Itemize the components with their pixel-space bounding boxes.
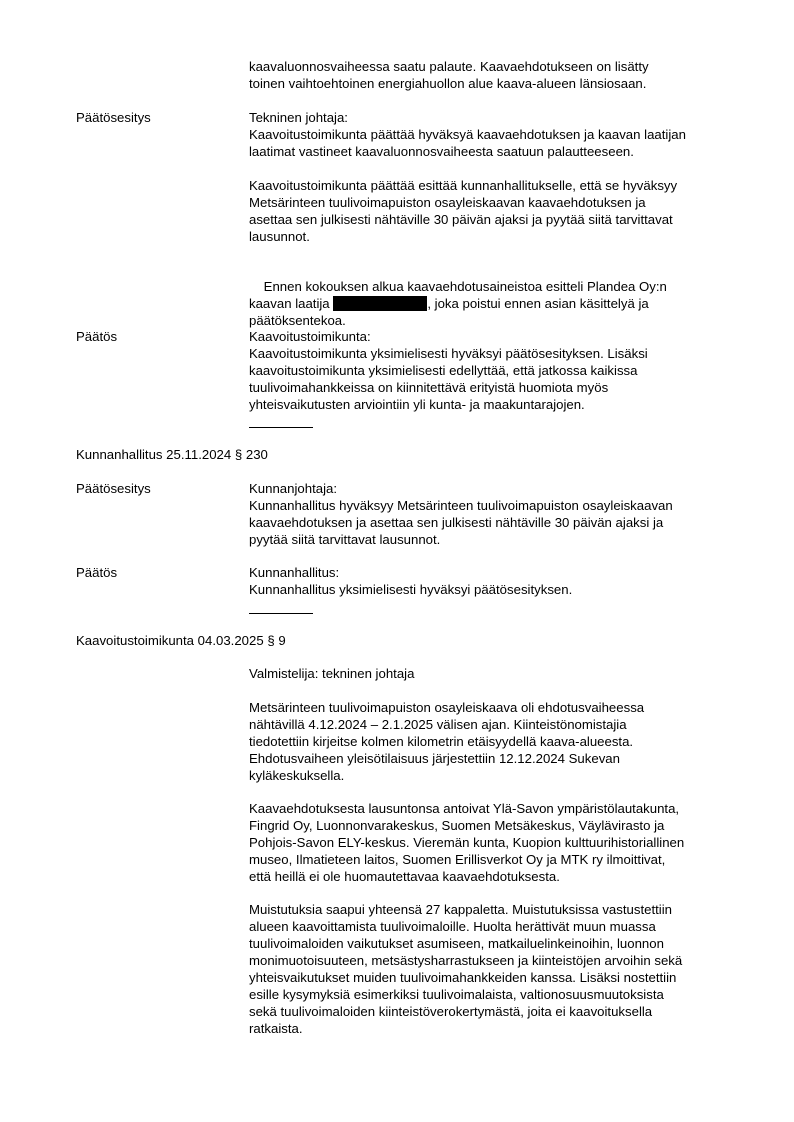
presentation-line: Ennen kokouksen alkua kaavaehdotusaineistoa esitteli Plandea Oy:n <box>263 279 667 294</box>
section-divider <box>249 427 313 428</box>
section-heading: Kunnanhallitus 25.11.2024 § 230 <box>76 447 268 462</box>
proposal-role: Tekninen johtaja: <box>249 110 348 125</box>
decision-role: Kunnanhallitus: <box>249 565 340 580</box>
decision-paragraph: Kaavoitustoimikunta yksimielisesti hyväksyi päätösesityksen. Lisäksi kaavoitustoimikunta yksimielisesti edellyttää, että jatkossa kaikissa tuulivoimahankkeissa on kiinnitettävä erityistä huomiota myös yhteisvaikutusten arviointiin yli kunta- ja maakuntarajojen. <box>249 346 648 412</box>
proposal-label: Päätösesitys <box>76 481 151 496</box>
presentation-line: päätöksentekoa. <box>249 313 346 328</box>
section-heading: Kaavoitustoimikunta 04.03.2025 § 9 <box>76 633 286 648</box>
presentation-line: , joka poistui ennen asian käsittelyä ja <box>427 296 649 311</box>
section-divider <box>249 613 313 614</box>
decision-label: Päätös <box>76 329 118 344</box>
decision-paragraph: Kunnanhallitus yksimielisesti hyväksyi päätösesityksen. <box>249 582 573 597</box>
body-paragraph: Kaavaehdotuksesta lausuntonsa antoivat Ylä-Savon ympäristölautakunta, Fingrid Oy, Luonnonvarakeskus, Suomen Metsäkeskus, Väylävirasto ja Pohjois-Savon ELY-keskus. Vieremän kunta, Kuopion kulttuurihistoriallinen museo, Ilmatieteen laitos, Suomen Erillisverkot Oy ja MTK ry ilmoittivat, että heillä ei ole huomautettavaa kaavaehdotuksesta. <box>249 801 685 884</box>
presentation-line: kaavan laatija <box>249 296 334 311</box>
decision-role: Kaavoitustoimikunta: <box>249 329 371 344</box>
proposal-paragraph: Kaavoitustoimikunta päättää esittää kunnanhallitukselle, että se hyväksyy Metsärinteen tuulivoimapuiston osayleiskaavan kaavaehdotuksen ja asettaa sen julkisesti nähtäville 30 päivän ajaksi ja pyytää siitä tarvittavat lausunnot. <box>249 178 678 244</box>
body-paragraph: Metsärinteen tuulivoimapuiston osayleiskaava oli ehdotusvaiheessa nähtävillä 4.12.2024 – 2.1.2025 välisen ajan. Kiinteistönomistajia tiedotettiin kirjeitse kolmen kilometrin etäisyydellä kaava-alueesta. Ehdotusvaiheen yleisötilaisuus järjestettiin 12.12.2024 Sukevan kyläkeskuksella. <box>249 700 645 783</box>
proposal-paragraph: Kaavoitustoimikunta päättää hyväksyä kaavaehdotuksen ja kaavan laatijan laatimat vastineet kaavaluonnosvaiheesta saatuun palautteeseen. <box>249 127 686 159</box>
decision-label: Päätös <box>76 565 118 580</box>
continuation-paragraph: kaavaluonnosvaiheessa saatu palaute. Kaavaehdotukseen on lisätty toinen vaihtoehtoinen energiahuollon alue kaava-alueen länsiosaan. <box>249 59 649 91</box>
proposal-paragraph: Kunnanhallitus hyväksyy Metsärinteen tuulivoimapuiston osayleiskaavan kaavaehdotuksen ja asettaa sen julkisesti nähtäville 30 päivän ajaksi ja pyytää siitä tarvittavat lausunnot. <box>249 498 673 547</box>
proposal-role: Kunnanjohtaja: <box>249 481 337 496</box>
proposal-label: Päätösesitys <box>76 110 151 125</box>
redaction-block <box>333 296 427 311</box>
preparer-line: Valmistelija: tekninen johtaja <box>249 666 415 681</box>
body-paragraph: Muistutuksia saapui yhteensä 27 kappaletta. Muistutuksissa vastustettiin alueen kaavoittamista tuulivoimaloille. Huolta herättivät muun muassa tuulivoimaloiden vaikutukset asumiseen, matkailuelinkeinoihin, luonnon monimuotoisuuteen, metsästysharrastukseen ja kiinteistöjen arvoihin sekä yhteisvaikutukset muiden tuulivoimahankkeiden kanssa. Lisäksi nostettiin esille kysymyksiä esimerkiksi tuulivoimalaista, valtionosuusmuutoksista sekä tuulivoimaloiden kiinteistöverokertymästä, joita ei kaavoituksella ratkaista. <box>249 902 683 1036</box>
